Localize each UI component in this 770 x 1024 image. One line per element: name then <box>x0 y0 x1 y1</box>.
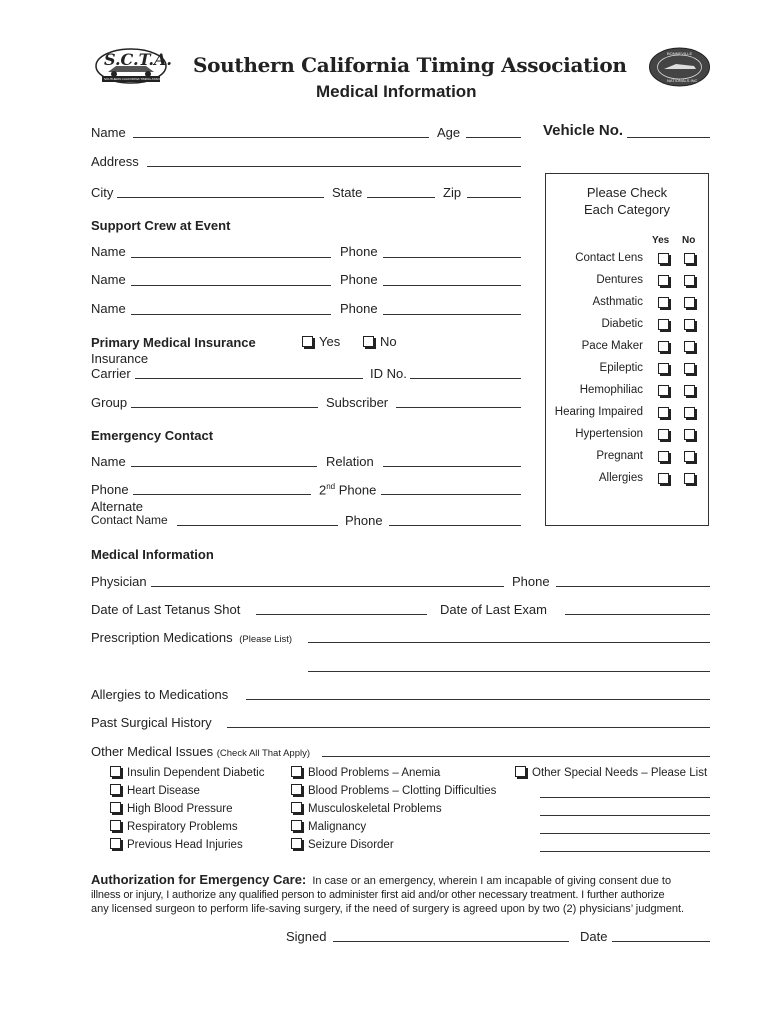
other-issues-text: Other Medical Issues <box>91 744 214 759</box>
zip-label: Zip <box>443 185 462 200</box>
physician-phone-field[interactable] <box>556 586 710 587</box>
yes-label: Yes <box>319 334 341 349</box>
medical-issue-label: Blood Problems – Anemia <box>308 767 441 779</box>
medical-issue-option[interactable] <box>110 767 264 779</box>
prescriptions-label <box>91 631 292 645</box>
scta-logo <box>94 48 172 86</box>
crew-name-label: Name <box>91 244 126 259</box>
checklist-yes-checkbox[interactable] <box>658 429 669 440</box>
checklist-no-checkbox[interactable] <box>684 297 695 308</box>
other-special-needs-label: Other Special Needs – Please List <box>532 767 708 779</box>
medical-issue-checkbox[interactable] <box>291 820 302 831</box>
physician-field[interactable] <box>151 586 504 587</box>
logo-text: S.C.T.A. <box>104 50 172 69</box>
insurance-heading: Primary Medical Insurance <box>91 335 256 350</box>
special-needs-field[interactable] <box>540 833 710 834</box>
checklist-no-checkbox[interactable] <box>684 253 695 264</box>
seal-top-text: BONNEVILLE <box>667 51 693 56</box>
alternate-label-1: Alternate <box>91 499 144 514</box>
checklist-yes-checkbox[interactable] <box>658 253 669 264</box>
second-phone-label <box>319 483 376 496</box>
checklist-yes-checkbox[interactable] <box>658 341 669 352</box>
emergency-phone-field[interactable] <box>133 494 311 495</box>
authorization-line-2: illness or injury, I authorize any qualified person to administer first aid and/or other necessary treatment. I further authorize <box>91 889 665 901</box>
checklist-item-label: Epileptic <box>599 362 643 374</box>
state-label: State <box>332 185 363 200</box>
no-label: No <box>380 334 397 349</box>
crew-name-field[interactable] <box>131 314 331 315</box>
medical-issue-label: Blood Problems – Clotting Difficulties <box>308 785 497 797</box>
crew-phone-field[interactable] <box>383 257 521 258</box>
checklist-no-checkbox[interactable] <box>684 385 695 396</box>
crew-name-label: Name <box>91 301 126 316</box>
crew-phone-label: Phone <box>340 272 378 287</box>
medical-issue-checkbox[interactable] <box>291 784 302 795</box>
crew-phone-label: Phone <box>340 301 378 316</box>
other-issues-note: (Check All That Apply) <box>216 748 311 759</box>
authorization-line-1: In case or an emergency, wherein I am incapable of giving consent due to <box>312 875 672 887</box>
checklist-item-label: Asthmatic <box>592 296 643 308</box>
prescriptions-note: (Please List) <box>239 634 293 645</box>
relation-label: Relation <box>326 454 374 469</box>
medical-issue-option[interactable] <box>110 821 238 833</box>
other-special-needs-checkbox[interactable] <box>515 766 526 777</box>
seal-bottom-text: NATIONALS INC <box>667 78 698 83</box>
other-special-needs-option[interactable] <box>515 767 707 779</box>
checklist-item-label: Pregnant <box>596 450 643 462</box>
last-exam-field[interactable] <box>565 614 710 615</box>
insurance-no-option[interactable] <box>363 335 397 348</box>
medical-issue-label: Musculoskeletal Problems <box>308 803 442 815</box>
checklist-no-checkbox[interactable] <box>684 275 695 286</box>
surgical-field[interactable] <box>227 727 710 728</box>
emergency-name-label: Name <box>91 454 126 469</box>
checklist-no-checkbox[interactable] <box>684 451 695 462</box>
checklist-no-checkbox[interactable] <box>684 341 695 352</box>
special-needs-field[interactable] <box>540 851 710 852</box>
second-phone-num: 2 <box>319 482 327 498</box>
category-checklist-box <box>545 173 709 526</box>
carrier-field[interactable] <box>135 378 363 379</box>
medical-issue-label: Insulin Dependent Diabetic <box>127 767 265 779</box>
allergies-meds-label: Allergies to Medications <box>91 687 229 702</box>
checklist-item-label: Dentures <box>596 274 643 286</box>
checklist-yes-checkbox[interactable] <box>658 297 669 308</box>
prescriptions-field[interactable] <box>308 642 710 643</box>
crew-phone-field[interactable] <box>383 314 521 315</box>
tetanus-field[interactable] <box>256 614 427 615</box>
medical-issue-checkbox[interactable] <box>110 820 121 831</box>
crew-name-field[interactable] <box>131 257 331 258</box>
medical-issue-checkbox[interactable] <box>291 802 302 813</box>
crew-phone-label: Phone <box>340 244 378 259</box>
group-label: Group <box>91 395 128 410</box>
emergency-name-field[interactable] <box>131 466 317 467</box>
medical-heading: Medical Information <box>91 547 214 562</box>
checklist-yes-checkbox[interactable] <box>658 385 669 396</box>
medical-issue-option[interactable] <box>291 767 440 779</box>
checklist-item-label: Pace Maker <box>581 340 643 352</box>
age-label: Age <box>437 125 461 140</box>
medical-issue-label: High Blood Pressure <box>127 803 233 815</box>
physician-label: Physician <box>91 574 147 589</box>
checklist-title-2: Each Category <box>584 202 670 217</box>
yes-checkbox[interactable] <box>302 336 313 347</box>
id-no-field[interactable] <box>410 378 521 379</box>
address-field[interactable] <box>147 166 521 167</box>
medical-issue-label: Seizure Disorder <box>308 839 394 851</box>
medical-issue-label: Respiratory Problems <box>127 821 238 833</box>
tetanus-label: Date of Last Tetanus Shot <box>91 602 241 617</box>
medical-issue-option[interactable] <box>291 803 442 815</box>
medical-issue-label: Malignancy <box>308 821 367 833</box>
prescriptions-text: Prescription Medications <box>91 630 233 645</box>
medical-issue-checkbox[interactable] <box>110 838 121 849</box>
name-field[interactable] <box>133 137 429 138</box>
authorization-heading: Authorization for Emergency Care: <box>91 872 307 887</box>
authorization-line-3: any licensed surgeon to perform life-saving surgery, if the need of surgery is agreed upon by two (2) physicians’ judgment. <box>91 903 685 915</box>
surgical-label: Past Surgical History <box>91 715 212 730</box>
medical-issue-option[interactable] <box>291 821 366 833</box>
medical-issue-option[interactable] <box>291 785 496 797</box>
relation-field[interactable] <box>383 466 521 467</box>
checklist-no-checkbox[interactable] <box>684 429 695 440</box>
medical-issue-checkbox[interactable] <box>110 802 121 813</box>
medical-issue-option[interactable] <box>110 803 232 815</box>
checklist-yes-checkbox[interactable] <box>658 407 669 418</box>
crew-name-label: Name <box>91 272 126 287</box>
checklist-yes-checkbox[interactable] <box>658 363 669 374</box>
second-phone-field[interactable] <box>381 494 521 495</box>
special-needs-field[interactable] <box>540 797 710 798</box>
subscriber-label: Subscriber <box>326 395 389 410</box>
medical-issue-option[interactable] <box>110 839 243 851</box>
emergency-phone-label: Phone <box>91 482 129 497</box>
alternate-phone-field[interactable] <box>389 525 521 526</box>
alternate-phone-label: Phone <box>345 513 383 528</box>
checklist-no-checkbox[interactable] <box>684 363 695 374</box>
medical-issue-checkbox[interactable] <box>291 766 302 777</box>
checklist-item-label: Hemophiliac <box>579 384 643 396</box>
allergies-meds-field[interactable] <box>246 699 710 700</box>
form-title: Medical Information <box>316 82 477 101</box>
prescriptions-field-2[interactable] <box>308 671 710 672</box>
checklist-yes-checkbox[interactable] <box>658 275 669 286</box>
logo-subtext: SOUTHERN CALIFORNIA TIMING ASSOCIATION <box>104 77 172 81</box>
second-phone-sup: nd <box>326 482 336 491</box>
medical-issue-checkbox[interactable] <box>110 766 121 777</box>
city-label: City <box>91 185 114 200</box>
id-no-label: ID No. <box>370 366 407 381</box>
checklist-yes-header: Yes <box>652 235 670 246</box>
crew-name-field[interactable] <box>131 285 331 286</box>
other-issues-label <box>91 745 310 759</box>
address-label: Address <box>91 154 139 169</box>
checklist-yes-checkbox[interactable] <box>658 319 669 330</box>
age-field[interactable] <box>466 137 521 138</box>
crew-phone-field[interactable] <box>383 285 521 286</box>
alternate-name-field[interactable] <box>177 525 338 526</box>
date-field[interactable] <box>612 941 710 942</box>
signed-label: Signed <box>286 929 327 944</box>
vehicle-no-label: Vehicle No. <box>543 122 624 139</box>
medical-issue-label: Heart Disease <box>127 785 200 797</box>
checklist-no-header: No <box>682 235 696 246</box>
no-checkbox[interactable] <box>363 336 374 347</box>
last-exam-label: Date of Last Exam <box>440 602 547 617</box>
checklist-item-label: Allergies <box>598 472 643 484</box>
medical-issue-checkbox[interactable] <box>291 838 302 849</box>
checklist-item-label: Hypertension <box>575 428 643 440</box>
checklist-no-checkbox[interactable] <box>684 407 695 418</box>
medical-issue-checkbox[interactable] <box>110 784 121 795</box>
checklist-no-checkbox[interactable] <box>684 473 695 484</box>
checklist-yes-checkbox[interactable] <box>658 451 669 462</box>
special-needs-field[interactable] <box>540 815 710 816</box>
zip-field[interactable] <box>467 197 521 198</box>
medical-issue-option[interactable] <box>291 839 394 851</box>
subscriber-field[interactable] <box>396 407 521 408</box>
date-label: Date <box>580 929 608 944</box>
second-phone-word: Phone <box>335 482 377 498</box>
emergency-heading: Emergency Contact <box>91 428 214 443</box>
signature-field[interactable] <box>333 941 569 942</box>
medical-issue-label: Previous Head Injuries <box>127 839 243 851</box>
checklist-item-label: Contact Lens <box>575 252 643 264</box>
checklist-title-1: Please Check <box>586 185 668 200</box>
name-label: Name <box>91 125 126 140</box>
insurance-yes-option[interactable] <box>302 335 340 348</box>
carrier-label-2: Carrier <box>91 366 131 381</box>
authorization-paragraph <box>91 873 713 916</box>
carrier-label-1: Insurance <box>91 351 149 366</box>
org-title: Southern California Timing Association <box>193 53 627 77</box>
checklist-yes-checkbox[interactable] <box>658 473 669 484</box>
bonneville-seal <box>648 47 711 87</box>
checklist-no-checkbox[interactable] <box>684 319 695 330</box>
support-crew-heading: Support Crew at Event <box>91 218 231 233</box>
medical-issue-option[interactable] <box>110 785 200 797</box>
city-field[interactable] <box>117 197 324 198</box>
alternate-label-2: Contact Name <box>91 513 168 527</box>
checklist-item-label: Diabetic <box>601 318 643 330</box>
other-issues-field[interactable] <box>322 756 710 757</box>
checklist-item-label: Hearing Impaired <box>554 406 643 418</box>
physician-phone-label: Phone <box>512 574 550 589</box>
state-field[interactable] <box>367 197 435 198</box>
group-field[interactable] <box>131 407 318 408</box>
vehicle-no-field[interactable] <box>627 137 710 138</box>
